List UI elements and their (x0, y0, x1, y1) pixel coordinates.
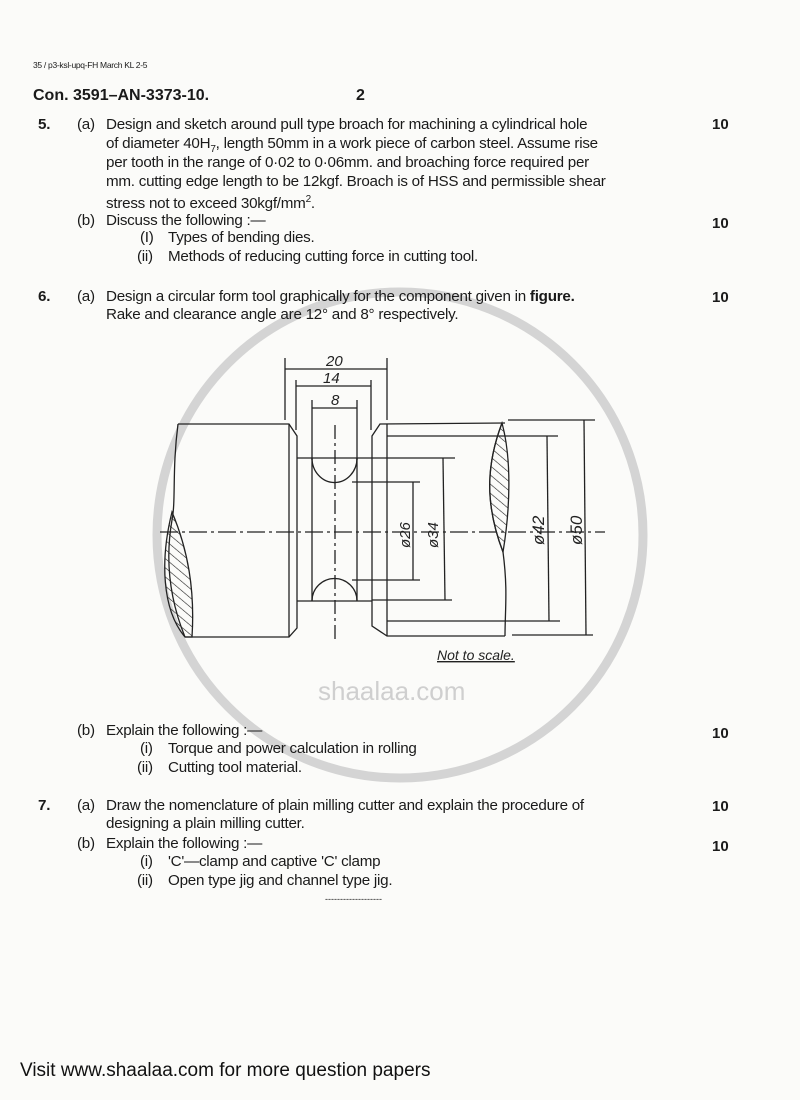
paper-code: 35 / p3-ksl-upq-FH March KL 2-5 (33, 60, 148, 70)
q6a-label: (a) (77, 288, 95, 305)
dia-34: ø34 (425, 522, 442, 548)
q6b-item: Cutting tool material. (168, 759, 302, 776)
not-to-scale-note: Not to scale. (437, 647, 515, 663)
q7b-item-label: (ii) (137, 872, 153, 889)
q7b-item: 'C'—clamp and captive 'C' clamp (168, 853, 381, 870)
footer-link[interactable]: Visit www.shaalaa.com for more question papers (20, 1060, 431, 1081)
end-rule: ------------------- (325, 894, 382, 904)
q5a-line: mm. cutting edge length to be 12kgf. Broach is of HSS and permissible shear (106, 173, 606, 190)
dia-26: ø26 (397, 522, 414, 548)
q6b-text: Explain the following :— (106, 722, 263, 739)
paper-con-number: Con. 3591–AN-3373-10. (33, 87, 210, 104)
q7b-marks: 10 (712, 838, 729, 855)
q6a-marks: 10 (712, 289, 729, 306)
q5a-line: Design and sketch around pull type broach for machining a cylindrical hole (106, 116, 588, 133)
left-shaft (178, 424, 297, 637)
q6b-item-label: (i) (140, 740, 153, 757)
q6b-label: (b) (77, 722, 95, 739)
q7a-line: Draw the nomenclature of plain milling cutter and explain the procedure of (106, 797, 584, 814)
q5a-line: of diameter $40H_7$, length 50mm in a work piece of carbon steel. Assume rise (106, 135, 598, 156)
q7b-item: Open type jig and channel type jig. (168, 872, 393, 889)
dim-14: 14 (323, 370, 340, 387)
page-number: 2 (356, 87, 365, 104)
dia-50: ø50 (567, 515, 586, 545)
dim-8: 8 (331, 392, 340, 409)
q5b-text: Discuss the following :— (106, 212, 266, 229)
q5-number: 5. (38, 116, 51, 133)
dia-42: ø42 (529, 515, 548, 545)
q6b-marks: 10 (712, 725, 729, 742)
q6a-line: Design a circular form tool graphically for the component given in figure. (106, 288, 575, 305)
q6a-line: Rake and clearance angle are 12° and 8° respectively. (106, 306, 459, 323)
q5a-marks: 10 (712, 116, 729, 133)
q5b-item-label: (I) (140, 229, 154, 246)
q7a-label: (a) (77, 797, 95, 814)
q7a-marks: 10 (712, 798, 729, 815)
q7b-text: Explain the following :— (106, 835, 263, 852)
q5b-item: Types of bending dies. (168, 229, 315, 246)
dim-20: 20 (326, 353, 343, 370)
q7-number: 7. (38, 797, 51, 814)
q5b-item: Methods of reducing cutting force in cutting tool. (168, 248, 478, 265)
q5b-item-label: (ii) (137, 248, 153, 265)
q7b-label: (b) (77, 835, 95, 852)
q5b-marks: 10 (712, 215, 729, 232)
q5a-label: (a) (77, 116, 95, 133)
q5b-label: (b) (77, 212, 95, 229)
q5a-line: per tooth in the range of 0·02 to 0·06mm. and broaching force required per (106, 154, 589, 171)
q6-number: 6. (38, 288, 51, 305)
q7a-line: designing a plain milling cutter. (106, 815, 305, 832)
q5a-line: stress not to exceed $30kgf/mm^2$. (106, 194, 315, 213)
q6b-item: Torque and power calculation in rolling (168, 740, 417, 757)
right-body (372, 423, 505, 601)
q6b-item-label: (ii) (137, 759, 153, 776)
watermark-text: shaalaa.com (318, 676, 466, 706)
q7b-item-label: (i) (140, 853, 153, 870)
